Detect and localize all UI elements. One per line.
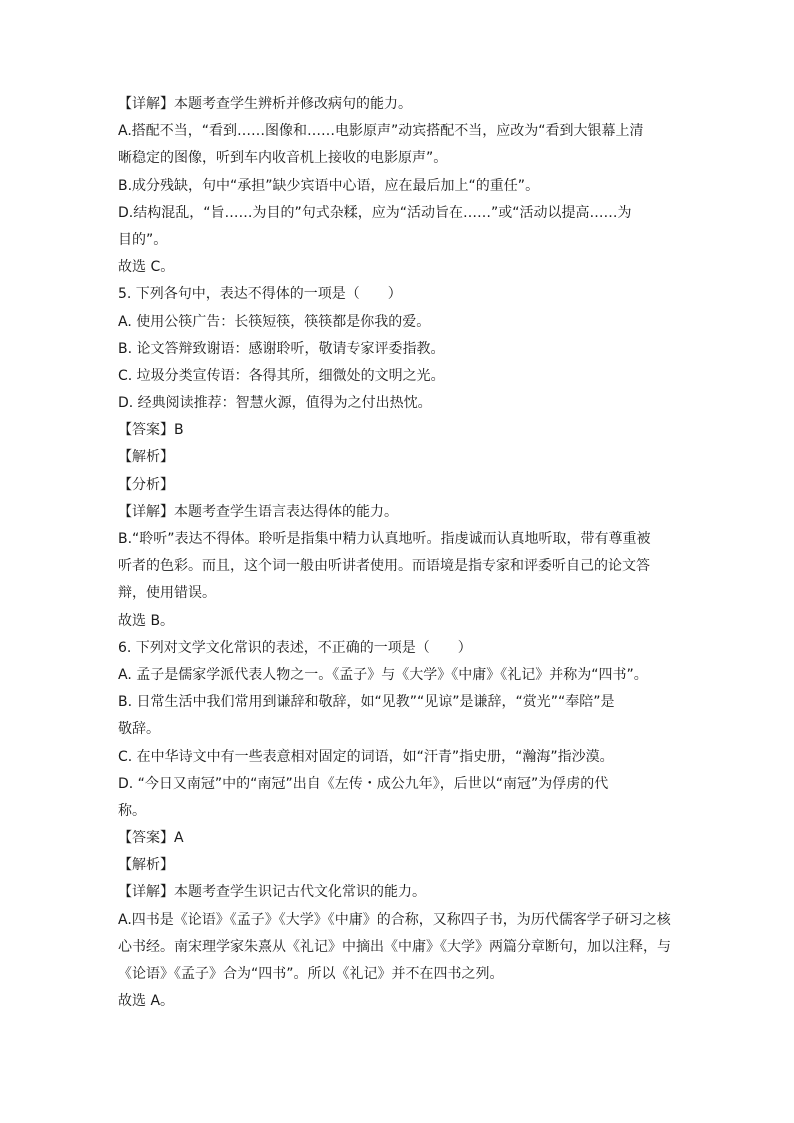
- text-line: 故选 A。: [118, 993, 175, 1010]
- text-line: B. 日常生活中我们常用到谦辞和敬辞，如“见教”“见谅”是谦辞，“赏光”“奉陪”是: [118, 694, 615, 711]
- text-line: C. 在中华诗文中有一些表意相对固定的词语，如“汗青”指史册，“瀚海”指沙漠。: [118, 748, 614, 765]
- text-line: 【分析】: [118, 476, 174, 493]
- text-line: 《论语》《孟子》合为“四书”。所以《礼记》并不在四书之列。: [118, 966, 504, 982]
- text-line: A.四书是《论语》《孟子》《大学》《中庸》的合称，又称四子书，为历代儒客学子研习之核: [118, 911, 671, 928]
- text-line: 敬辞。: [118, 721, 160, 738]
- text-line: 辩，使用错误。: [118, 585, 216, 602]
- text-line: 6. 下列对文学文化常识的表述，不正确的一项是（ ）: [118, 639, 472, 656]
- text-line: 【解析】: [118, 449, 174, 466]
- text-line: 听者的色彩。而且，这个词一般由听讲者使用。而语境是指专家和评委听自己的论文答: [118, 558, 650, 575]
- text-line: 【答案】A: [118, 830, 184, 847]
- text-line: B.“聆听”表达不得体。聆听是指集中精力认真地听。指虔诚而认真地听取，带有尊重被: [118, 531, 651, 547]
- text-line: D. “今日又南冠”中的“南冠”出自《左传・成公九年》，后世以“南冠”为俘虏的代: [118, 775, 609, 792]
- text-line: 故选 B。: [118, 612, 175, 629]
- text-line: 【详解】本题考查学生语言表达得体的能力。: [118, 503, 398, 520]
- text-line: A.搭配不当，“看到……图像和……电影原声”动宾搭配不当，应改为“看到大银幕上清: [118, 123, 644, 140]
- document-body: [118, 91, 678, 1015]
- text-line: A. 孟子是儒家学派代表人物之一。《孟子》与《大学》《中庸》《礼记》并称为“四书”。: [118, 666, 648, 683]
- text-line: A. 使用公筷广告：长筷短筷，筷筷都是你我的爱。: [118, 313, 431, 330]
- text-line: 【解析】: [118, 857, 174, 874]
- text-line: 5. 下列各句中，表达不得体的一项是（ ）: [118, 286, 402, 303]
- text-line: 目的”。: [118, 231, 168, 248]
- text-line: 晰稳定的图像，听到车内收音机上接收的电影原声”。: [118, 150, 448, 167]
- text-line: C. 垃圾分类宣传语：各得其所，细微处的文明之光。: [118, 367, 445, 384]
- text-line: D.结构混乱，“旨……为目的”句式杂糅，应为“活动旨在……”或“活动以提高……为: [118, 204, 632, 221]
- text-line: D. 经典阅读推荐：智慧火源，值得为之付出热忱。: [118, 395, 432, 412]
- text-line: 心书经。南宋理学家朱熹从《礼记》中摘出《中庸》《大学》两篇分章断句，加以注释，与: [118, 938, 671, 955]
- text-line: B.成分残缺，句中“承担”缺少宾语中心语，应在最后加上“的重任”。: [118, 177, 540, 194]
- text-line: 称。: [118, 802, 146, 819]
- text-line: 故选 C。: [118, 259, 175, 276]
- text-line: B. 论文答辩致谢语：感谢聆听，敬请专家评委指教。: [118, 340, 445, 357]
- text-line: 【答案】B: [118, 422, 184, 439]
- text-line: 【详解】本题考查学生识记古代文化常识的能力。: [118, 884, 426, 901]
- text-line: 【详解】本题考查学生辨析并修改病句的能力。: [118, 96, 412, 112]
